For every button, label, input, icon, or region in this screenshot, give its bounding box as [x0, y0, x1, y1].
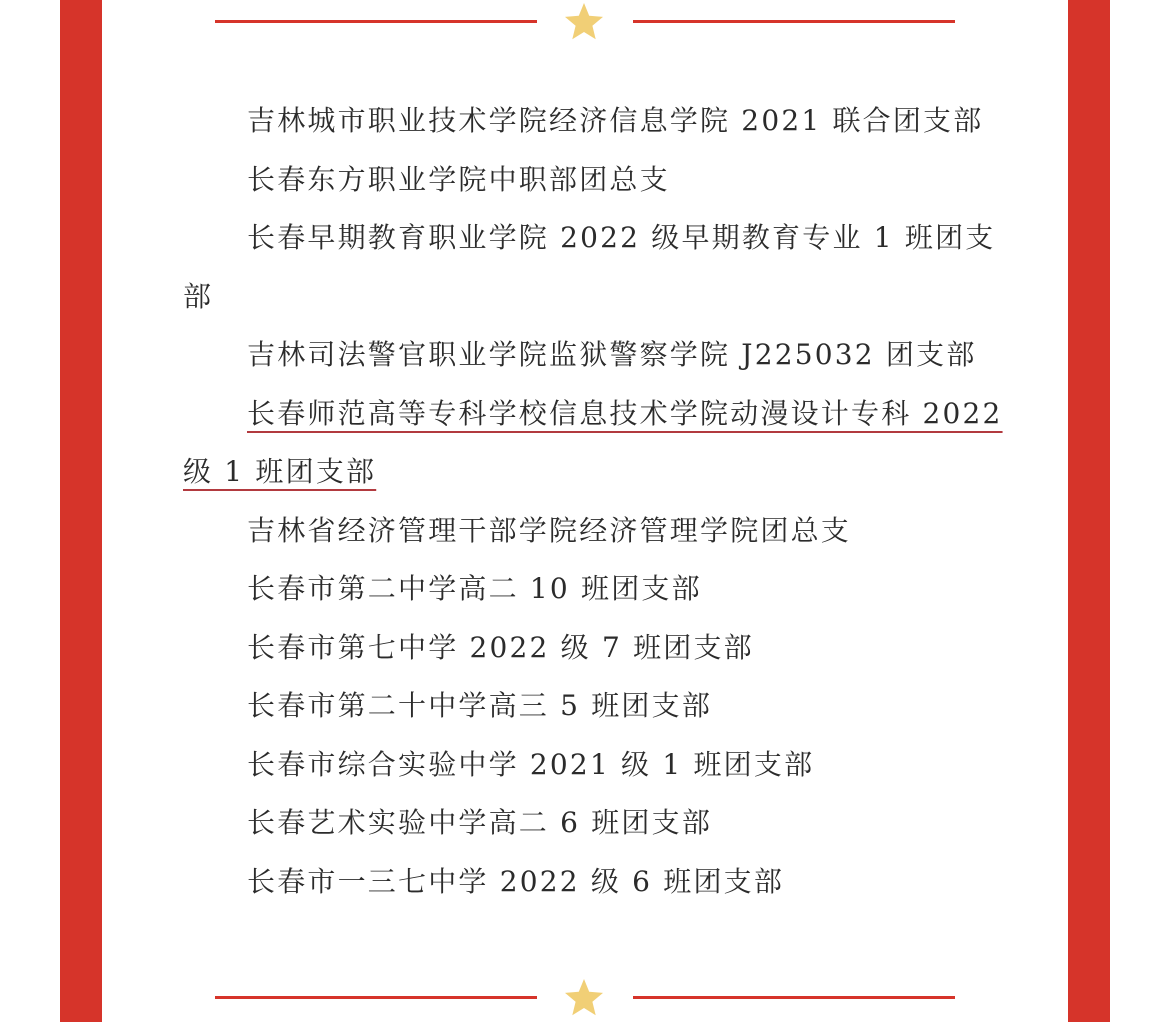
bottom-divider	[0, 976, 1170, 1020]
top-divider	[0, 0, 1170, 44]
list-item: 吉林司法警官职业学院监狱警察学院 J225032 团支部	[247, 338, 977, 371]
list-item-highlighted	[183, 385, 1013, 502]
list-item: 吉林城市职业技术学院经济信息学院 2021 联合团支部	[247, 104, 984, 137]
right-red-border	[1068, 0, 1110, 1022]
divider-line-right	[633, 996, 955, 999]
star-icon	[562, 0, 606, 44]
honor-list	[183, 92, 1013, 911]
list-item: 吉林省经济管理干部学院经济管理学院团总支	[247, 513, 852, 547]
list-item: 长春早期教育职业学院 2022 级早期教育专业 1 班团支部	[183, 221, 996, 313]
divider-line-left	[215, 20, 537, 23]
list-item: 长春艺术实验中学高二 6 班团支部	[247, 806, 713, 839]
list-item: 长春市第二中学高二 10 班团支部	[247, 572, 702, 605]
list-item: 长春市一三七中学 2022 级 6 班团支部	[247, 864, 785, 898]
list-item: 长春市综合实验中学 2021 级 1 班团支部	[247, 747, 815, 781]
star-icon	[562, 976, 606, 1020]
list-item: 长春市第七中学 2022 级 7 班团支部	[247, 630, 754, 664]
divider-line-left	[215, 996, 537, 999]
divider-line-right	[633, 20, 955, 23]
list-item: 长春东方职业学院中职部团总支	[247, 162, 670, 196]
underlined-text: 长春师范高等专科学校信息技术学院动漫设计专科 2022 级 1 班团支部	[183, 396, 1003, 488]
list-item: 长春市第二十中学高三 5 班团支部	[247, 689, 713, 722]
left-red-border	[60, 0, 102, 1022]
